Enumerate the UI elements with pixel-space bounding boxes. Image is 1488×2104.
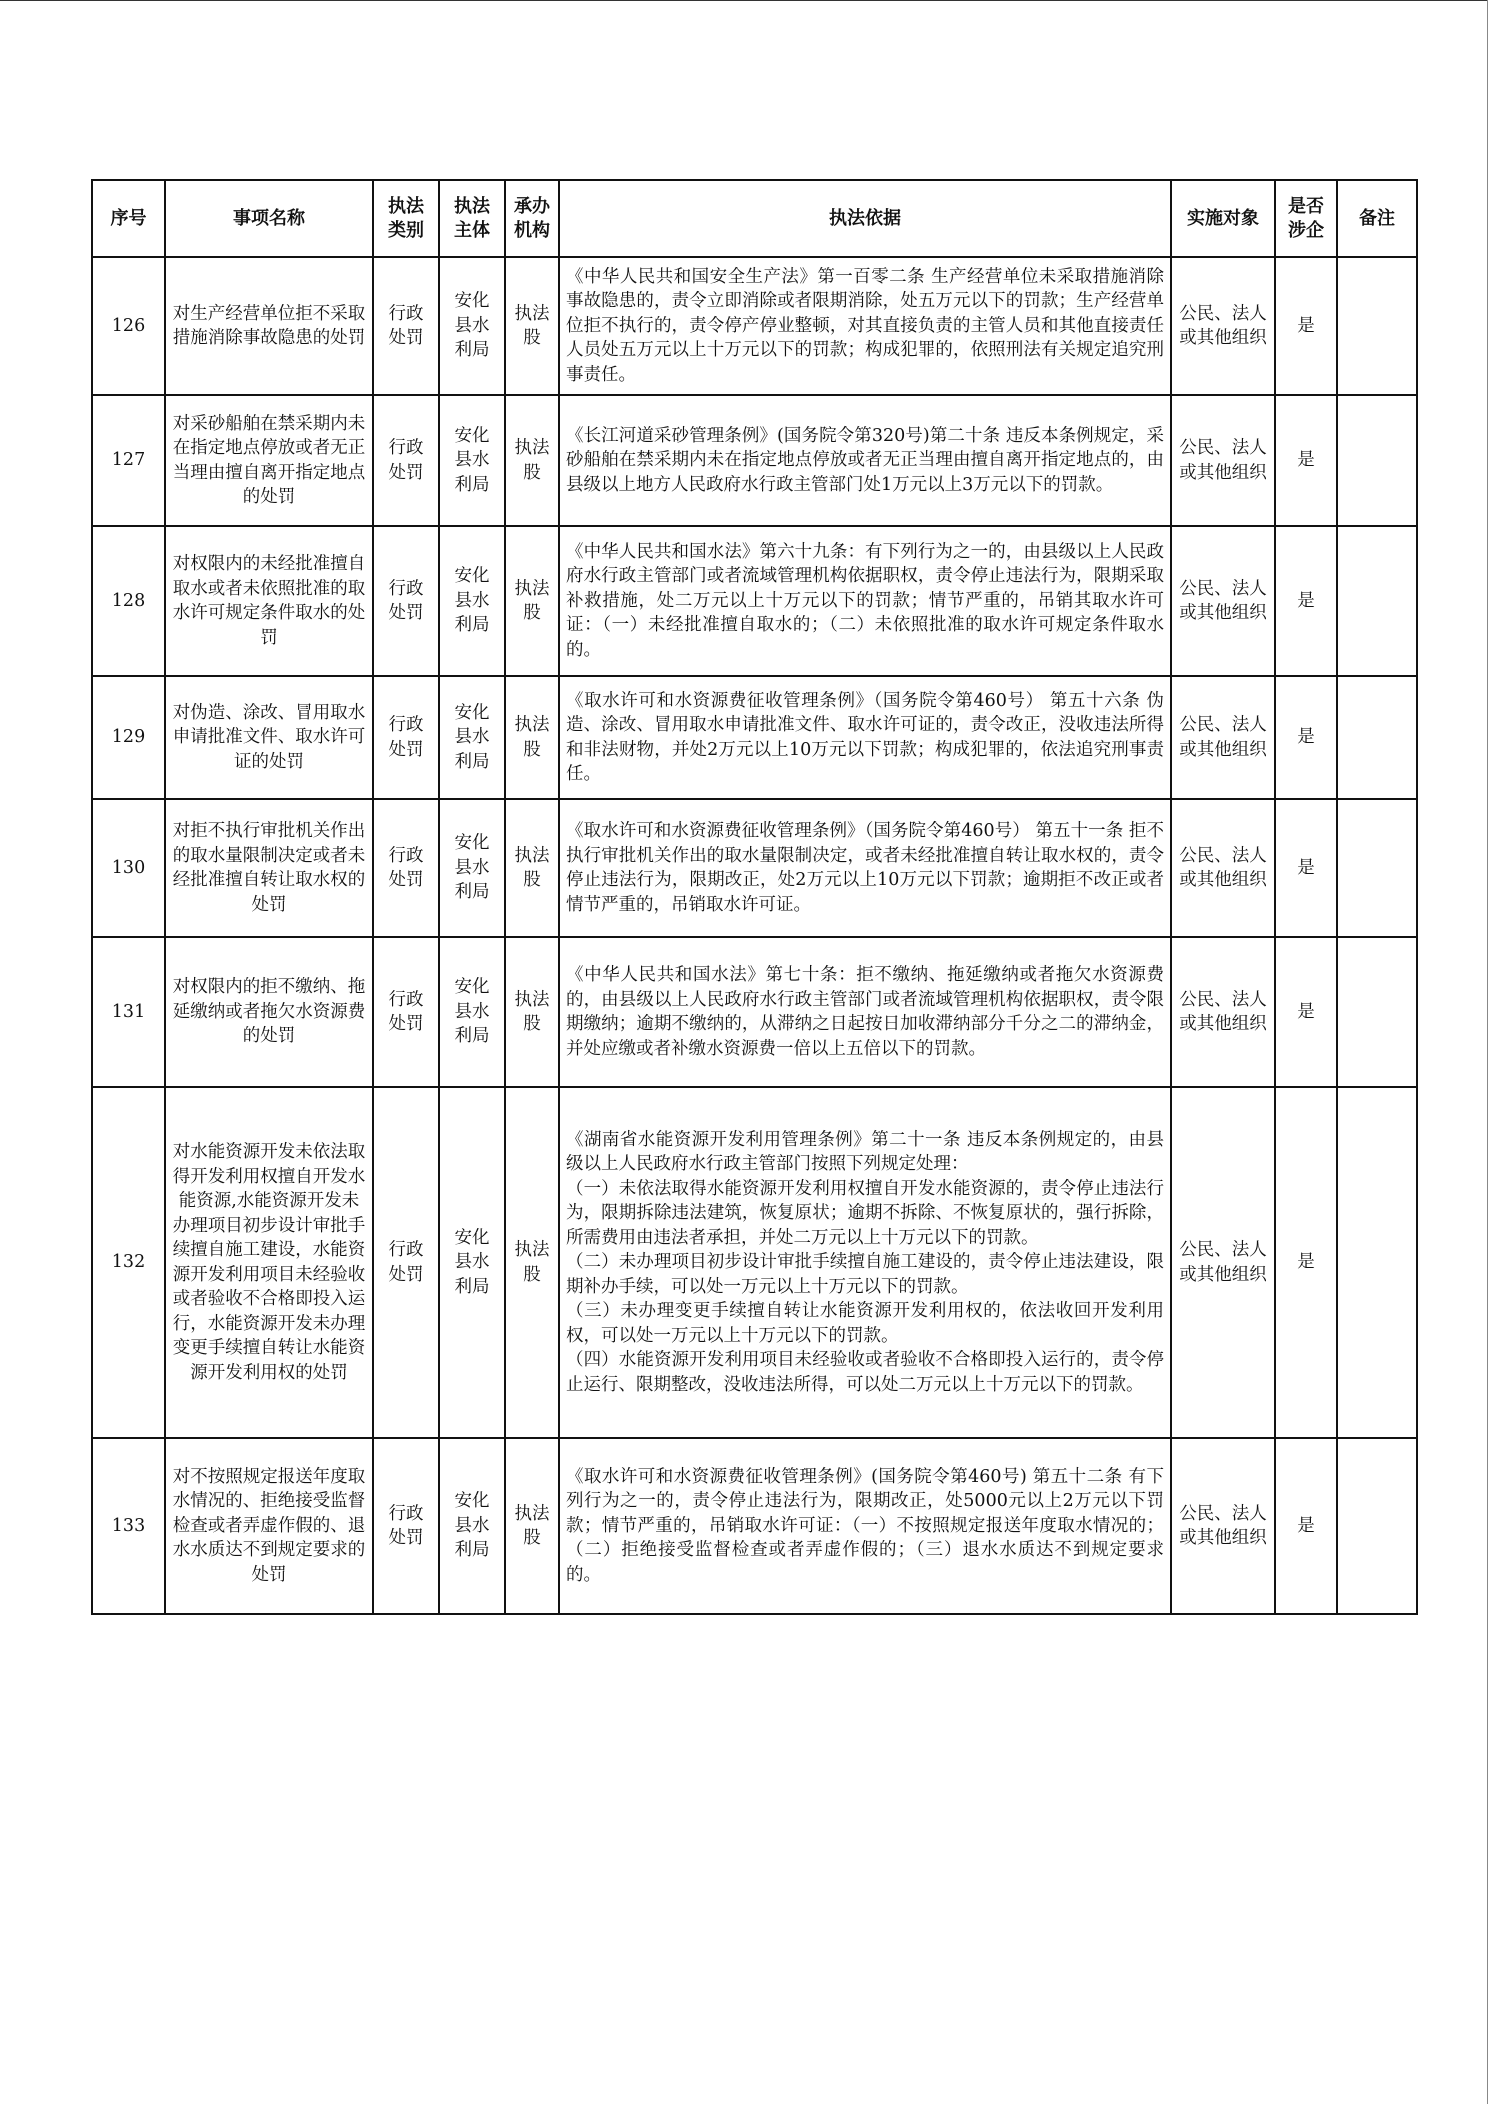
page-top-border <box>0 0 1488 1</box>
table-row <box>92 526 1417 676</box>
header-enterprise: 是否涉企 <box>1275 180 1337 257</box>
table-row <box>92 799 1417 937</box>
row-dept: 执法股 <box>505 395 559 526</box>
basis-paragraph: 《取水许可和水资源费征收管理条例》（国务院令第460号） 第五十六条 伪造、涂改、冒用取水申请批准文件、取水许可证的，责令改正，没收违法所得和非法财物，并处2万元以上10万元以下罚款；构成犯罪的，依法追究刑事责任。 <box>566 690 1164 784</box>
row-basis <box>559 676 1171 799</box>
row-name: 对生产经营单位拒不采取措施消除事故隐患的处罚 <box>165 257 373 395</box>
basis-paragraph: （一）未依法取得水能资源开发利用权擅自开发水能资源的，责令停止违法行为，限期拆除违法建筑，恢复原状；逾期不拆除、不恢复原状的，强行拆除，所需费用由违法者承担，并处二万元以上十万元以下的罚款。 <box>566 1178 1164 1248</box>
row-name: 对权限内的拒不缴纳、拖延缴纳或者拖欠水资源费的处罚 <box>165 937 373 1087</box>
row-dept: 执法股 <box>505 676 559 799</box>
row-dept: 执法股 <box>505 1438 559 1614</box>
row-seq: 126 <box>92 257 165 395</box>
row-seq: 127 <box>92 395 165 526</box>
row-name: 对水能资源开发未依法取得开发利用权擅自开发水能资源,水能资源开发未办理项目初步设计审批手续擅自施工建设，水能资源开发利用项目未经验收或者验收不合格即投入运行，水能资源开发未办理变更手续擅自转让水能资源开发利用权的处罚 <box>165 1087 373 1438</box>
row-remark <box>1337 676 1417 799</box>
row-category: 行政处罚 <box>373 676 439 799</box>
row-subject: 安化县水利局 <box>439 526 505 676</box>
row-remark <box>1337 395 1417 526</box>
table-row <box>92 1438 1417 1614</box>
row-target: 公民、法人或其他组织 <box>1171 395 1275 526</box>
row-target: 公民、法人或其他组织 <box>1171 937 1275 1087</box>
row-enterprise: 是 <box>1275 1438 1337 1614</box>
row-basis <box>559 257 1171 395</box>
row-seq: 128 <box>92 526 165 676</box>
row-seq: 132 <box>92 1087 165 1438</box>
row-enterprise: 是 <box>1275 937 1337 1087</box>
row-subject: 安化县水利局 <box>439 676 505 799</box>
basis-paragraph: 《中华人民共和国水法》第七十条：拒不缴纳、拖延缴纳或者拖欠水资源费的，由县级以上人民政府水行政主管部门或者流域管理机构依据职权，责令限期缴纳；逾期不缴纳的，从滞纳之日起按日加收滞纳部分千分之二的滞纳金，并处应缴或者补缴水资源费一倍以上五倍以下的罚款。 <box>566 965 1164 1059</box>
row-enterprise: 是 <box>1275 1087 1337 1438</box>
row-remark <box>1337 1087 1417 1438</box>
table-row <box>92 676 1417 799</box>
row-target: 公民、法人或其他组织 <box>1171 1438 1275 1614</box>
row-category: 行政处罚 <box>373 1087 439 1438</box>
row-basis <box>559 395 1171 526</box>
row-enterprise: 是 <box>1275 676 1337 799</box>
row-category: 行政处罚 <box>373 799 439 937</box>
row-subject: 安化县水利局 <box>439 937 505 1087</box>
row-category: 行政处罚 <box>373 526 439 676</box>
row-enterprise: 是 <box>1275 799 1337 937</box>
row-basis <box>559 1087 1171 1438</box>
basis-paragraph: （二）未办理项目初步设计审批手续擅自施工建设的，责令停止违法建设，限期补办手续，可以处一万元以上十万元以下的罚款。 <box>566 1252 1164 1297</box>
row-subject: 安化县水利局 <box>439 799 505 937</box>
row-remark <box>1337 257 1417 395</box>
row-dept: 执法股 <box>505 799 559 937</box>
basis-paragraph: 《中华人民共和国安全生产法》第一百零二条 生产经营单位未采取措施消除事故隐患的，责令立即消除或者限期消除，处五万元以下的罚款；生产经营单位拒不执行的，责令停产停业整顿，对其直接负责的主管人员和其他直接责任人员处五万元以上十万元以下的罚款；构成犯罪的，依照刑法有关规定追究刑事责任。 <box>566 266 1164 385</box>
basis-paragraph: 《中华人民共和国水法》第六十九条：有下列行为之一的，由县级以上人民政府水行政主管部门或者流域管理机构依据职权，责令停止违法行为，限期采取补救措施，处二万元以上十万元以下的罚款；情节严重的，吊销其取水许可证：（一）未经批准擅自取水的；（二）未依照批准的取水许可规定条件取水的。 <box>566 541 1164 660</box>
row-name: 对伪造、涂改、冒用取水申请批准文件、取水许可证的处罚 <box>165 676 373 799</box>
enforcement-items-table <box>91 179 1418 1615</box>
header-category: 执法类别 <box>373 180 439 257</box>
header-remark: 备注 <box>1337 180 1417 257</box>
row-category: 行政处罚 <box>373 937 439 1087</box>
row-dept: 执法股 <box>505 257 559 395</box>
row-enterprise: 是 <box>1275 395 1337 526</box>
row-target: 公民、法人或其他组织 <box>1171 799 1275 937</box>
row-basis <box>559 937 1171 1087</box>
row-remark <box>1337 937 1417 1087</box>
header-name: 事项名称 <box>165 180 373 257</box>
basis-paragraph: 《湖南省水能资源开发利用管理条例》第二十一条 违反本条例规定的，由县级以上人民政府水行政主管部门按照下列规定处理： <box>566 1129 1164 1175</box>
basis-paragraph: 《长江河道采砂管理条例》(国务院令第320号)第二十条 违反本条例规定，采砂船舶在禁采期内未在指定地点停放或者无正当理由擅自离开指定地点的，由县级以上地方人民政府水行政主管部门处1万元以上3万元以下的罚款。 <box>566 425 1164 495</box>
basis-paragraph: （三）未办理变更手续擅自转让水能资源开发利用权的，依法收回开发利用权，可以处一万元以上十万元以下的罚款。 <box>566 1301 1164 1346</box>
row-basis <box>559 799 1171 937</box>
row-enterprise: 是 <box>1275 257 1337 395</box>
basis-paragraph: 《取水许可和水资源费征收管理条例》（国务院令第460号） 第五十一条 拒不执行审批机关作出的取水量限制决定，或者未经批准擅自转让取水权的，责令停止违法行为，限期改正，处2万元以上10万元以下罚款；逾期拒不改正或者情节严重的，吊销取水许可证。 <box>566 821 1164 915</box>
row-subject: 安化县水利局 <box>439 1438 505 1614</box>
table-row <box>92 1087 1417 1438</box>
row-seq: 133 <box>92 1438 165 1614</box>
row-category: 行政处罚 <box>373 395 439 526</box>
row-seq: 130 <box>92 799 165 937</box>
row-target: 公民、法人或其他组织 <box>1171 1087 1275 1438</box>
table-body <box>92 257 1417 1614</box>
row-enterprise: 是 <box>1275 526 1337 676</box>
basis-paragraph: （四）水能资源开发利用项目未经验收或者验收不合格即投入运行的，责令停止运行、限期整改，没收违法所得，可以处二万元以上十万元以下的罚款。 <box>566 1350 1164 1395</box>
table-row <box>92 257 1417 395</box>
header-target: 实施对象 <box>1171 180 1275 257</box>
header-seq: 序号 <box>92 180 165 257</box>
row-name: 对采砂船舶在禁采期内未在指定地点停放或者无正当理由擅自离开指定地点的处罚 <box>165 395 373 526</box>
row-target: 公民、法人或其他组织 <box>1171 257 1275 395</box>
row-category: 行政处罚 <box>373 257 439 395</box>
row-dept: 执法股 <box>505 937 559 1087</box>
row-seq: 129 <box>92 676 165 799</box>
row-target: 公民、法人或其他组织 <box>1171 676 1275 799</box>
row-remark <box>1337 799 1417 937</box>
row-category: 行政处罚 <box>373 1438 439 1614</box>
row-seq: 131 <box>92 937 165 1087</box>
basis-paragraph: 《取水许可和水资源费征收管理条例》(国务院令第460号) 第五十二条 有下列行为之一的，责令停止违法行为，限期改正，处5000元以上2万元以下罚款；情节严重的，吊销取水许可证：（一）不按照规定报送年度取水情况的；（二）拒绝接受监督检查或者弄虚作假的；（三）退水水质达不到规定要求的。 <box>566 1466 1164 1585</box>
table-header-row <box>92 180 1417 257</box>
header-dept: 承办机构 <box>505 180 559 257</box>
row-name: 对权限内的未经批准擅自取水或者未依照批准的取水许可规定条件取水的处罚 <box>165 526 373 676</box>
row-name: 对拒不执行审批机关作出的取水量限制决定或者未经批准擅自转让取水权的处罚 <box>165 799 373 937</box>
table-row <box>92 937 1417 1087</box>
row-basis <box>559 526 1171 676</box>
row-basis <box>559 1438 1171 1614</box>
row-dept: 执法股 <box>505 526 559 676</box>
row-name: 对不按照规定报送年度取水情况的、拒绝接受监督检查或者弄虚作假的、退水水质达不到规定要求的处罚 <box>165 1438 373 1614</box>
table-row <box>92 395 1417 526</box>
header-subject: 执法主体 <box>439 180 505 257</box>
row-remark <box>1337 1438 1417 1614</box>
row-subject: 安化县水利局 <box>439 257 505 395</box>
header-basis: 执法依据 <box>559 180 1171 257</box>
row-subject: 安化县水利局 <box>439 1087 505 1438</box>
row-dept: 执法股 <box>505 1087 559 1438</box>
row-target: 公民、法人或其他组织 <box>1171 526 1275 676</box>
row-subject: 安化县水利局 <box>439 395 505 526</box>
row-remark <box>1337 526 1417 676</box>
